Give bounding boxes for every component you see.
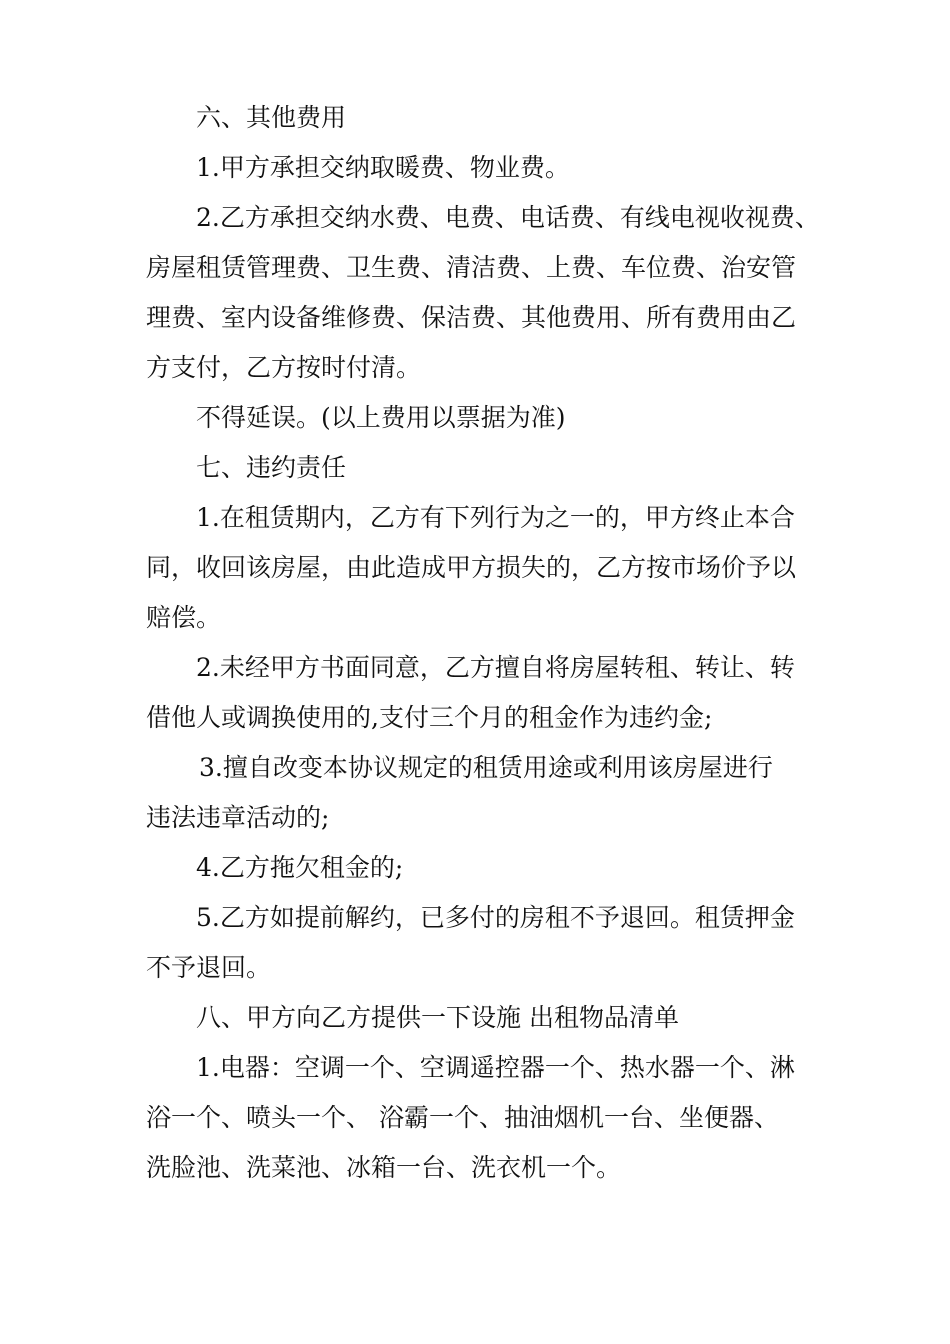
paragraph-line: 浴一个、喷头一个、 浴霸一个、抽油烟机一台、坐便器、 bbox=[146, 1103, 779, 1132]
paragraph-line: 2.乙方承担交纳水费、电费、电话费、有线电视收视费、 bbox=[196, 203, 820, 232]
paragraph-line: 理费、室内设备维修费、保洁费、其他费用、所有费用由乙 bbox=[146, 303, 797, 332]
paragraph-line: 5.乙方如提前解约，已多付的房租不予退回。租赁押金 bbox=[196, 903, 795, 932]
paragraph-line: 违法违章活动的; bbox=[146, 803, 330, 832]
section-heading-facilities: 八、甲方向乙方提供一下设施 出租物品清单 bbox=[196, 1003, 679, 1032]
paragraph-line: 1.甲方承担交纳取暖费、物业费。 bbox=[196, 153, 570, 182]
section-heading-other-fees: 六、其他费用 bbox=[196, 103, 347, 132]
paragraph-line: 房屋租赁管理费、卫生费、清洁费、上费、车位费、治安管 bbox=[146, 253, 797, 282]
paragraph-line: 3.擅自改变本协议规定的租赁用途或利用该房屋进行 bbox=[199, 753, 773, 782]
paragraph-line: 方支付，乙方按时付清。 bbox=[146, 353, 422, 382]
section-heading-breach: 七、违约责任 bbox=[196, 453, 347, 482]
paragraph-line: 不得延误。(以上费用以票据为准) bbox=[196, 403, 566, 432]
paragraph-line: 1.在租赁期内，乙方有下列行为之一的，甲方终止本合 bbox=[196, 503, 795, 532]
paragraph-line: 洗脸池、洗菜池、冰箱一台、洗衣机一个。 bbox=[146, 1153, 622, 1182]
paragraph-line: 赔偿。 bbox=[146, 603, 222, 632]
paragraph-line: 1.电器：空调一个、空调遥控器一个、热水器一个、淋 bbox=[196, 1053, 795, 1082]
paragraph-line: 同，收回该房屋，由此造成甲方损失的，乙方按市场价予以 bbox=[146, 553, 797, 582]
paragraph-line: 不予退回。 bbox=[146, 953, 272, 982]
paragraph-line: 借他人或调换使用的,支付三个月的租金作为违约金; bbox=[146, 703, 713, 732]
paragraph-line: 4.乙方拖欠租金的; bbox=[196, 853, 404, 882]
paragraph-line: 2.未经甲方书面同意，乙方擅自将房屋转租、转让、转 bbox=[196, 653, 795, 682]
